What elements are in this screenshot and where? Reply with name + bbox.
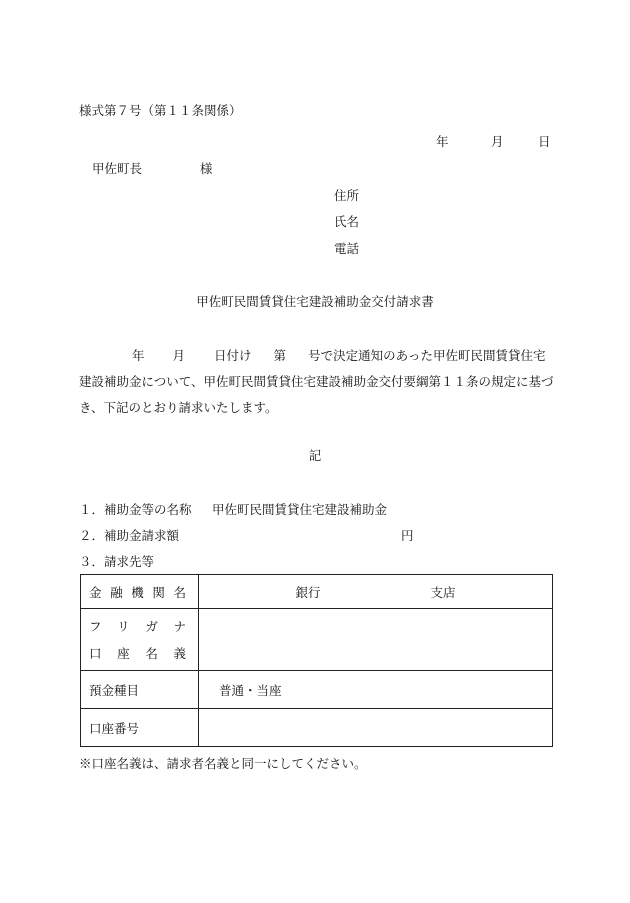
label-char: リ bbox=[117, 619, 130, 634]
note: ※口座名義は、請求者名義と同一にしてください。 bbox=[79, 756, 367, 771]
item-request-amount bbox=[79, 526, 414, 544]
row-account-holder bbox=[81, 609, 553, 671]
label-char: 金 bbox=[89, 584, 102, 600]
row-institution bbox=[81, 575, 553, 609]
date-month: 月 bbox=[491, 134, 504, 149]
body-month: 月 bbox=[172, 348, 186, 363]
branch-suffix: 支店 bbox=[430, 584, 456, 600]
deposit-type-value: 普通・当座 bbox=[199, 671, 553, 709]
deposit-type-label: 預金種目 bbox=[81, 671, 199, 709]
item-label: １．補助金等の名称 bbox=[79, 502, 192, 517]
account-number-label: 口座番号 bbox=[81, 709, 199, 747]
label-char: 機 bbox=[131, 584, 144, 600]
date-year: 年 bbox=[436, 134, 449, 149]
bank-suffix: 銀行 bbox=[295, 584, 321, 600]
body-date: 日付け bbox=[214, 348, 252, 363]
label-char: ナ bbox=[173, 619, 186, 634]
item-value: 円 bbox=[401, 528, 414, 543]
body-rest: 住宅建設補助金について、甲佐町民間賃貸住宅建設補助金交付要綱第１１条の規定に基づき、下記のとおり請求いたします。 bbox=[79, 348, 554, 415]
body-dai: 第 bbox=[273, 348, 287, 363]
institution-label-text bbox=[89, 583, 190, 601]
holder-value bbox=[199, 609, 553, 671]
label-char: 座 bbox=[117, 646, 130, 661]
recipient-name: 甲佐町長 bbox=[92, 161, 143, 176]
item-label: ２．補助金請求額 bbox=[79, 528, 180, 543]
furigana-label bbox=[89, 617, 190, 635]
item-label: ３．請求先等 bbox=[79, 554, 155, 569]
row-deposit-type bbox=[81, 671, 553, 709]
institution-label bbox=[81, 575, 199, 609]
label-char: 融 bbox=[110, 584, 123, 600]
phone-label: 電話 bbox=[334, 241, 360, 256]
institution-value bbox=[199, 575, 553, 609]
form-number: 様式第７号（第１１条関係） bbox=[79, 103, 242, 118]
item-destination bbox=[79, 552, 154, 570]
document-title: 甲佐町民間賃貸住宅建設補助金交付請求書 bbox=[196, 294, 434, 309]
bank-branch-suffixes bbox=[207, 583, 544, 601]
label-char: ガ bbox=[145, 619, 158, 634]
name-label: 氏名 bbox=[334, 214, 360, 229]
recipient-honorific: 様 bbox=[200, 161, 213, 176]
label-char: 名 bbox=[145, 646, 158, 661]
account-number-value bbox=[199, 709, 553, 747]
label-char: 義 bbox=[173, 646, 186, 661]
bank-table bbox=[80, 574, 553, 747]
holder-label bbox=[89, 644, 190, 662]
item-subsidy-name bbox=[79, 500, 388, 518]
ki-heading: 記 bbox=[308, 448, 322, 463]
request-body bbox=[79, 343, 555, 421]
address-label: 住所 bbox=[334, 188, 360, 203]
row-account-number bbox=[81, 709, 553, 747]
label-char: 口 bbox=[89, 646, 102, 661]
label-char: フ bbox=[89, 619, 102, 634]
holder-label-cell bbox=[81, 609, 199, 671]
label-char: 名 bbox=[173, 584, 186, 600]
label-char: 関 bbox=[152, 584, 165, 600]
body-year: 年 bbox=[132, 348, 145, 363]
body-go: 号で決定通知のあった甲佐町民間賃貸 bbox=[308, 348, 521, 363]
item-value: 甲佐町民間賃貸住宅建設補助金 bbox=[212, 502, 388, 517]
date-day: 日 bbox=[538, 134, 551, 149]
